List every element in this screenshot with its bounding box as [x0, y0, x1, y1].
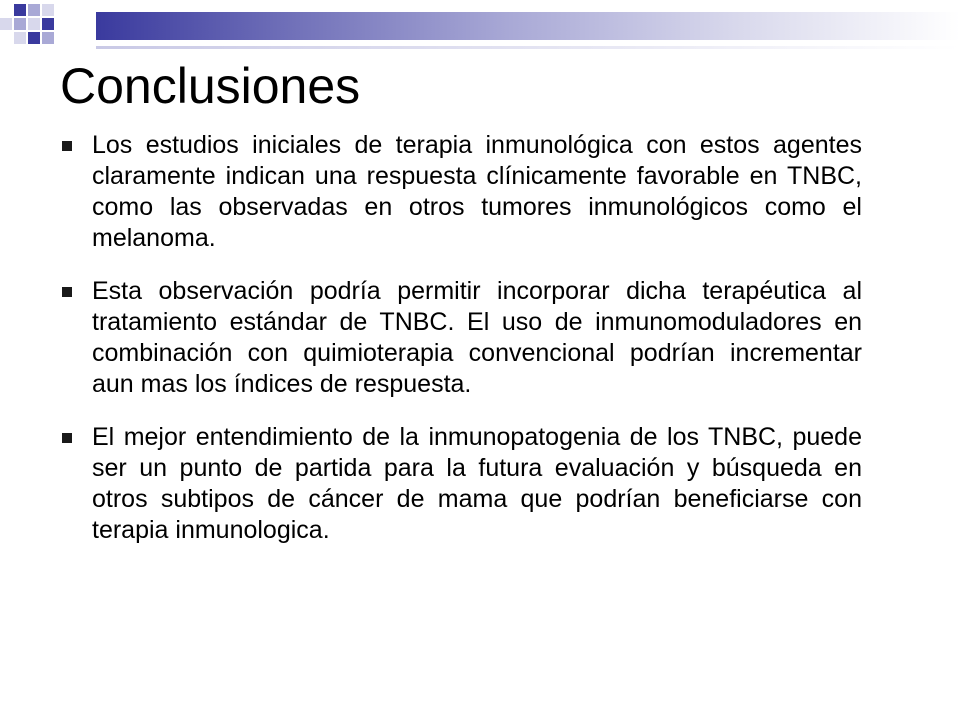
- bullet-list: [62, 130, 862, 568]
- bullet-item-1: [62, 130, 862, 254]
- deco-square-dark-2: [42, 18, 54, 30]
- bullet-item-2: [62, 276, 862, 400]
- deco-square-pale-4: [14, 32, 26, 44]
- bullet-square-icon: [62, 433, 72, 443]
- slide-title: Conclusiones: [60, 58, 361, 114]
- deco-square-dark-1: [14, 4, 26, 16]
- bullet-text-2: Esta observación podría permitir incorporar dicha terapéutica al tratamiento estándar de TNBC. El uso de inmunomoduladores en combinación con quimioterapia convencional podrían incrementar aun mas los índices de respuesta.: [92, 277, 862, 398]
- bullet-text-1: Los estudios iniciales de terapia inmunológica con estos agentes claramente indican una respuesta clínicamente favorable en TNBC, como las observadas en otros tumores inmunológicos como el melanoma.: [92, 131, 862, 252]
- header-gradient-band: [96, 12, 960, 40]
- bullet-text-3: El mejor entendimiento de la inmunopatogenia de los TNBC, puede ser un punto de partida para la futura evaluación y búsqueda en otros subtipos de cáncer de mama que podrían beneficiarse con terapia inmunologica.: [92, 423, 862, 544]
- bullet-square-icon: [62, 287, 72, 297]
- deco-square-pale-3: [0, 18, 12, 30]
- header-decoration-squares: [0, 0, 96, 64]
- deco-square-pale-1: [42, 4, 54, 16]
- bullet-item-3: [62, 422, 862, 546]
- deco-square-light-1: [28, 4, 40, 16]
- deco-square-light-2: [14, 18, 26, 30]
- header-gradient-line: [96, 46, 960, 49]
- deco-square-light-3: [42, 32, 54, 44]
- deco-square-dark-3: [28, 32, 40, 44]
- bullet-square-icon: [62, 141, 72, 151]
- deco-square-pale-2: [28, 18, 40, 30]
